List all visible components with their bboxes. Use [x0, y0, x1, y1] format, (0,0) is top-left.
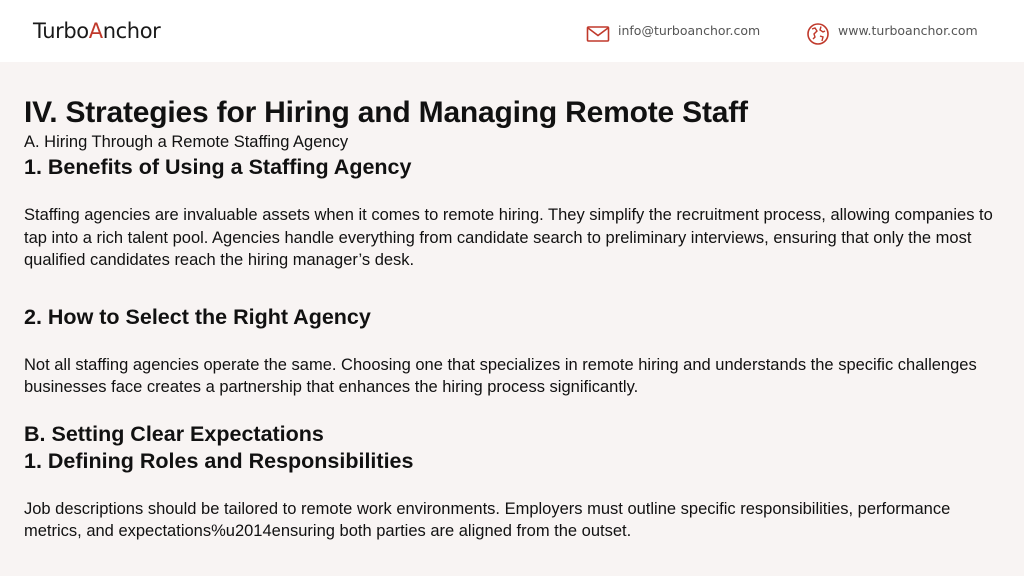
main-content: [24, 94, 1004, 543]
paragraph-select-agency: Not all staffing agencies operate the same. Choosing one that specializes in remote hiring and understands the specific challenges businesses face creates a partnership that enhances the hiring process significantly.: [24, 355, 977, 396]
heading-section-b: B. Setting Clear Expectations: [24, 421, 324, 446]
heading-defining-roles: 1. Defining Roles and Responsibilities: [24, 448, 414, 473]
globe-icon: [806, 22, 830, 46]
website-link[interactable]: www.turboanchor.com: [838, 23, 978, 38]
email-contact[interactable]: [586, 22, 764, 46]
paragraph-defining-roles: Job descriptions should be tailored to remote work environments. Employers must outline specific responsibilities, performance metrics, and expectations%u2014ensuring both parties are aligned from the outset.: [24, 499, 951, 540]
logo[interactable]: [33, 19, 160, 43]
page-title: IV. Strategies for Hiring and Managing Remote Staff: [24, 96, 748, 129]
logo-text-anchor: nchor: [102, 19, 161, 43]
logo-text-accent: A: [88, 19, 103, 43]
heading-benefits: 1. Benefits of Using a Staffing Agency: [24, 155, 412, 179]
section-a-heading: A. Hiring Through a Remote Staffing Agency: [24, 133, 349, 151]
heading-select-agency: 2. How to Select the Right Agency: [24, 304, 371, 329]
logo-text-turbo: Turbo: [33, 19, 89, 43]
mail-icon: [586, 22, 610, 46]
paragraph-benefits: Staffing agencies are invaluable assets when it comes to remote hiring. They simplify the recruitment process, allowing companies to tap into a rich talent pool. Agencies handle everything from candidate search to preliminary interviews, ensuring that only the most qualified candidates reach the hiring manager’s desk.: [24, 206, 993, 269]
header: [0, 0, 1024, 62]
website-contact[interactable]: [806, 22, 984, 46]
email-link[interactable]: info@turboanchor.com: [618, 23, 761, 38]
